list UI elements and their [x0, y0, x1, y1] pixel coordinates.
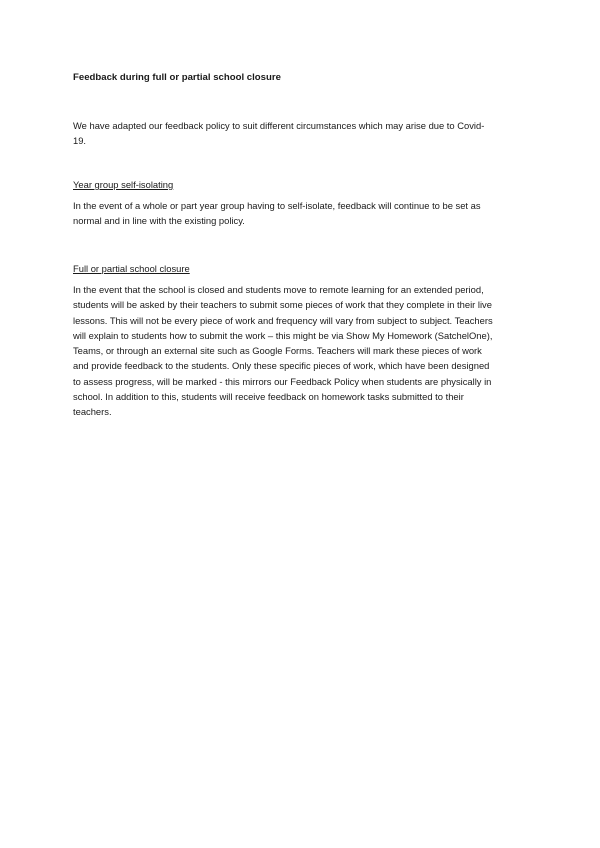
paragraph-line: and provide feedback to the students. Only these specific pieces of work, which have been designed: [73, 360, 490, 372]
paragraph-line: students will be asked by their teachers to submit some pieces of work that they complete in their live: [73, 299, 492, 311]
intro-line: We have adapted our feedback policy to suit different circumstances which may arise due to Covid-: [73, 120, 485, 131]
paragraph-line: lessons. This will not be every piece of work and frequency will vary from subject to subject. Teachers: [73, 314, 493, 326]
paragraph-line: In the event of a whole or part year group having to self-isolate, feedback will continue to be set as: [73, 200, 481, 211]
section-paragraph-school-closure: [73, 282, 533, 420]
section-heading-year-group: Year group self-isolating: [73, 179, 174, 190]
paragraph-line: In the event that the school is closed and students move to remote learning for an extended period,: [73, 284, 484, 295]
document-title: Feedback during full or partial school closure: [73, 72, 281, 83]
paragraph-line: will explain to students how to submit the work – this might be via Show My Homework (SatchelOne),: [73, 329, 493, 341]
paragraph-line: school. In addition to this, students will receive feedback on homework tasks submitted to their: [73, 391, 464, 403]
section-paragraph-year-group: [73, 198, 533, 229]
paragraph-line: normal and in line with the existing policy.: [73, 215, 245, 227]
intro-line: 19.: [73, 135, 87, 147]
intro-paragraph: [73, 118, 533, 149]
paragraph-line: teachers.: [73, 406, 112, 418]
paragraph-line: to assess progress, will be marked - this mirrors our Feedback Policy when students are physically in: [73, 375, 492, 387]
section-heading-school-closure: Full or partial school closure: [73, 263, 190, 274]
paragraph-line: Teams, or through an external site such as Google Forms. Teachers will mark these pieces of work: [73, 345, 482, 357]
